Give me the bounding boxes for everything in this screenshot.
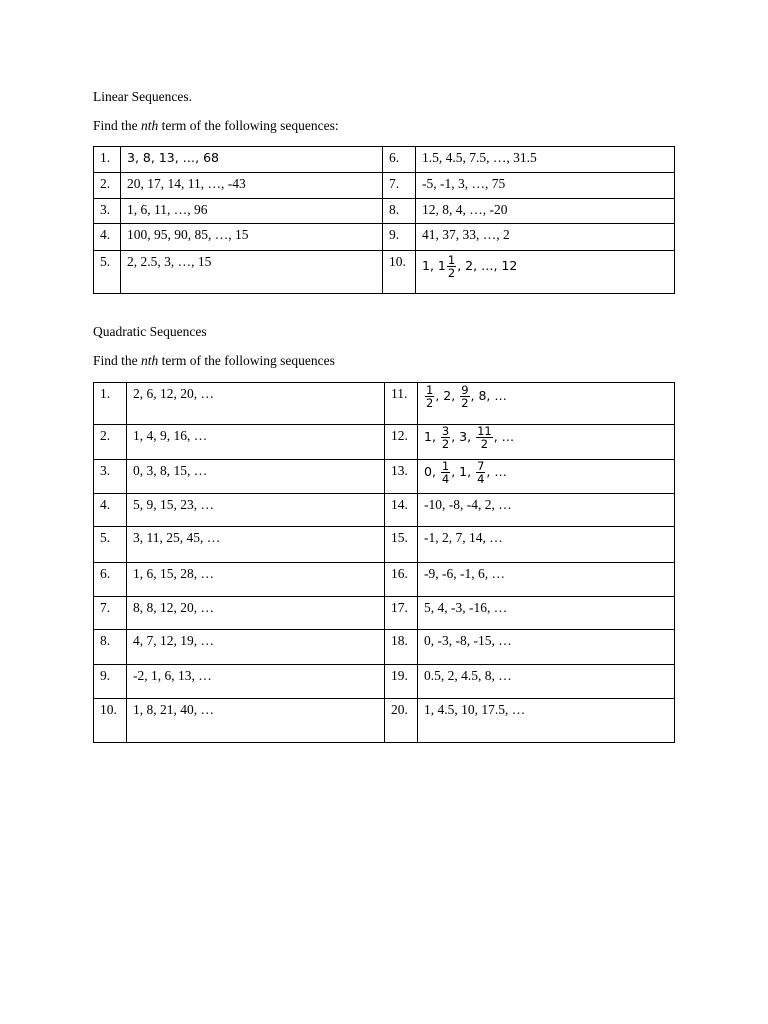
math-text: , 8, …: [470, 388, 507, 403]
table-row: [94, 527, 675, 563]
table-row: [94, 563, 675, 597]
sequence-cell: -10, -8, -4, 2, …: [418, 494, 675, 527]
item-number: 6.: [94, 563, 127, 597]
math-text: , 1,: [451, 464, 476, 479]
numerator: 1: [447, 253, 456, 267]
numerator: 9: [461, 383, 469, 397]
math-text: , 3,: [451, 429, 476, 444]
sequence-cell: 1, 4.5, 10, 17.5, …: [418, 699, 675, 743]
fraction: [425, 384, 434, 409]
sequence-cell: [416, 251, 675, 294]
sequence-cell: 8, 8, 12, 20, …: [127, 597, 385, 630]
sequence-cell: 0, 3, 8, 15, …: [127, 460, 385, 494]
item-number: 13.: [385, 460, 418, 494]
item-number: 8.: [383, 199, 416, 224]
sequence-cell: 3, 8, 13, …, 68: [121, 147, 383, 173]
instr-text: Find the: [93, 118, 142, 133]
item-number: 2.: [94, 425, 127, 460]
math-text: 0,: [424, 464, 440, 479]
item-number: 1.: [94, 147, 121, 173]
sequence-cell: 12, 8, 4, …, -20: [416, 199, 675, 224]
item-number: 10.: [383, 251, 416, 294]
numerator: 7: [477, 459, 485, 473]
denominator: 2: [447, 266, 456, 280]
fraction: [460, 384, 469, 409]
sequence-cell: 100, 95, 90, 85, …, 15: [121, 224, 383, 251]
sequence-cell: -1, 2, 7, 14, …: [418, 527, 675, 563]
item-number: 4.: [94, 494, 127, 527]
sequence-cell: [418, 460, 675, 494]
sequence-cell: 0.5, 2, 4.5, 8, …: [418, 665, 675, 699]
sequence-cell: 41, 37, 33, …, 2: [416, 224, 675, 251]
item-number: 16.: [385, 563, 418, 597]
item-number: 2.: [94, 173, 121, 199]
sequence-cell: 2, 2.5, 3, …, 15: [121, 251, 383, 294]
sequence-cell: 4, 7, 12, 19, …: [127, 630, 385, 665]
table-row: [94, 597, 675, 630]
denominator: 2: [441, 437, 450, 451]
item-number: 18.: [385, 630, 418, 665]
linear-heading: Linear Sequences.: [93, 89, 192, 104]
sequence-cell: 1, 8, 21, 40, …: [127, 699, 385, 743]
item-number: 1.: [94, 383, 127, 425]
sequence-cell: 5, 4, -3, -16, …: [418, 597, 675, 630]
fraction: [447, 254, 456, 279]
quadratic-table: [93, 382, 675, 743]
math-text: , …: [493, 429, 515, 444]
quadratic-heading: Quadratic Sequences: [93, 324, 207, 339]
numerator: 1: [441, 459, 450, 473]
denominator: 4: [441, 472, 450, 486]
denominator: 2: [426, 396, 434, 410]
item-number: 3.: [94, 460, 127, 494]
sequence-cell: 1.5, 4.5, 7.5, …, 31.5: [416, 147, 675, 173]
table-row: [94, 460, 675, 494]
table-row: [94, 251, 675, 294]
sequence-cell: 20, 17, 14, 11, …, -43: [121, 173, 383, 199]
fraction: [476, 460, 485, 485]
item-number: 17.: [385, 597, 418, 630]
sequence-cell: -2, 1, 6, 13, …: [127, 665, 385, 699]
denominator: 4: [477, 472, 485, 486]
item-number: 14.: [385, 494, 418, 527]
table-row: [94, 224, 675, 251]
sequence-cell: 3, 11, 25, 45, …: [127, 527, 385, 563]
instr-var: nth: [141, 353, 159, 368]
item-number: 12.: [385, 425, 418, 460]
sequence-cell: -5, -1, 3, …, 75: [416, 173, 675, 199]
sequence-cell: 1, 6, 15, 28, …: [127, 563, 385, 597]
item-number: 9.: [94, 665, 127, 699]
sequence-cell: [418, 425, 675, 460]
denominator: 2: [461, 396, 469, 410]
linear-table: [93, 146, 675, 294]
item-number: 11.: [385, 383, 418, 425]
sequence-cell: 5, 9, 15, 23, …: [127, 494, 385, 527]
numerator: 3: [441, 424, 450, 438]
instr-text: term of the following sequences: [158, 353, 335, 368]
math-text: 1,: [424, 429, 440, 444]
table-row: [94, 383, 675, 425]
linear-instructions: [93, 118, 339, 134]
item-number: 19.: [385, 665, 418, 699]
item-number: 7.: [383, 173, 416, 199]
sequence-cell: 1, 6, 11, …, 96: [121, 199, 383, 224]
item-number: 20.: [385, 699, 418, 743]
fraction: [441, 425, 450, 450]
item-number: 15.: [385, 527, 418, 563]
sequence-cell: 0, -3, -8, -15, …: [418, 630, 675, 665]
item-number: 7.: [94, 597, 127, 630]
math-text: , 2,: [435, 388, 460, 403]
quadratic-instructions: [93, 353, 335, 369]
fraction: [441, 460, 450, 485]
fraction: [476, 425, 493, 450]
item-number: 8.: [94, 630, 127, 665]
table-row: [94, 699, 675, 743]
math-text: , …: [486, 464, 507, 479]
item-number: 5.: [94, 251, 121, 294]
table-row: [94, 147, 675, 173]
sequence-cell: -9, -6, -1, 6, …: [418, 563, 675, 597]
item-number: 9.: [383, 224, 416, 251]
table-row: [94, 494, 675, 527]
item-number: 3.: [94, 199, 121, 224]
table-row: [94, 173, 675, 199]
item-number: 4.: [94, 224, 121, 251]
instr-var: nth: [141, 118, 159, 133]
instr-text: Find the: [93, 353, 142, 368]
numerator: 11: [477, 424, 492, 438]
sequence-cell: 2, 6, 12, 20, …: [127, 383, 385, 425]
item-number: 5.: [94, 527, 127, 563]
instr-text: term of the following sequences:: [158, 118, 339, 133]
table-row: [94, 199, 675, 224]
table-row: [94, 425, 675, 460]
item-number: 6.: [383, 147, 416, 173]
denominator: 2: [480, 437, 489, 451]
numerator: 1: [426, 383, 434, 397]
table-row: [94, 630, 675, 665]
item-number: 10.: [94, 699, 127, 743]
math-text: , 2, …, 12: [457, 258, 518, 273]
table-row: [94, 665, 675, 699]
sequence-cell: [418, 383, 675, 425]
math-text: 1, 1: [422, 258, 446, 273]
sequence-cell: 1, 4, 9, 16, …: [127, 425, 385, 460]
